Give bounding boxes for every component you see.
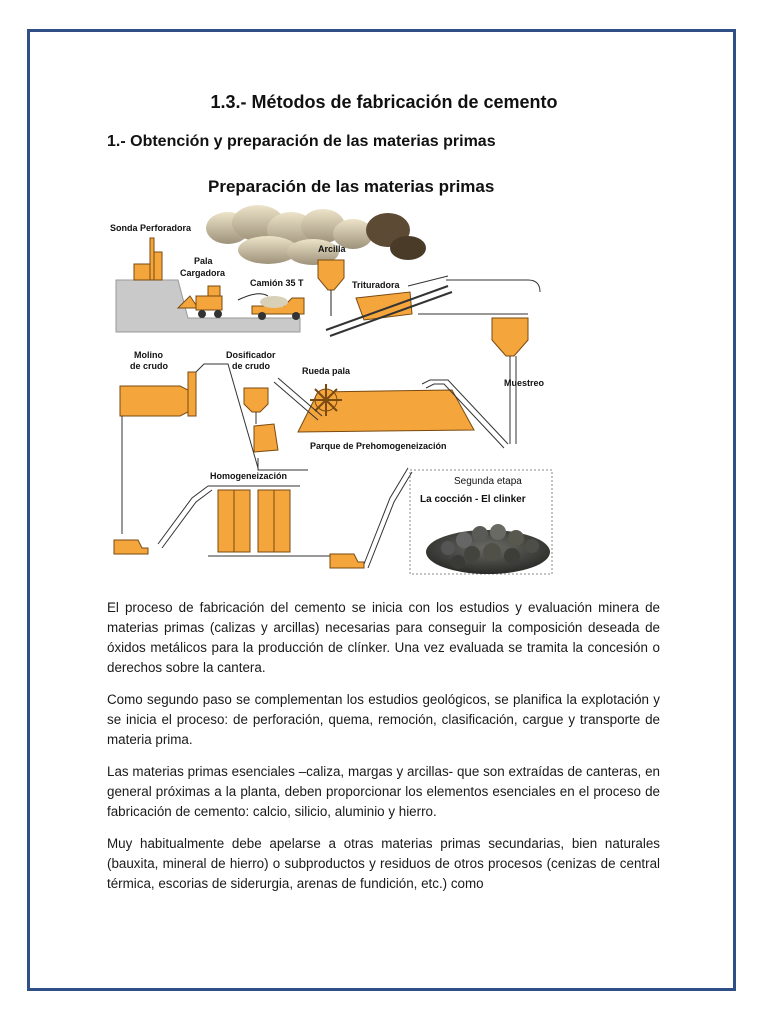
body-text: [107, 598, 660, 906]
process-diagram: [108, 168, 664, 580]
label-muestreo: Muestreo: [504, 378, 545, 388]
paragraph-1: El proceso de fabricación del cemento se inicia con los estudios y evaluación minera de materias primas (calizas y arcillas) necesarias para conseguir la composición deseada de óxidos metálicos para la producción de clínker. Una vez evaluada se tramita la concesión o derechos sobre la cantera.: [107, 600, 660, 675]
label-cargadora: Cargadora: [180, 268, 226, 278]
paragraph-2: Como segundo paso se complementan los estudios geológicos, se planifica la explotación y se inicia el proceso: de perforación, quema, remoción, clasificación, cargue y transporte de materia prima.: [107, 692, 660, 747]
label-sonda: Sonda Perforadora: [110, 223, 192, 233]
label-segunda: Segunda etapa: [454, 476, 522, 487]
label-coccion: La cocción - El clinker: [420, 494, 526, 505]
raw-feeder-icon: [244, 388, 308, 470]
label-dosif-2: de crudo: [232, 361, 271, 371]
label-parque: Parque de Prehomogeneización: [310, 441, 447, 451]
clay-hopper-icon: [318, 260, 344, 316]
label-pala: Pala: [194, 256, 213, 266]
label-trituradora: Trituradora: [352, 280, 400, 290]
label-homog: Homogeneización: [210, 471, 288, 481]
paragraph-3: Las materias primas esenciales –caliza, margas y arcillas- que son extraídas de canteras, en general próximas a la planta, deben proporcionar los elementos esenciales en el proceso de fabricación de cemento: calcio, silicio, aluminio y hierro.: [107, 764, 660, 819]
page-title: 1.3.- Métodos de fabricación de cemento: [210, 92, 558, 112]
label-molino-2: de crudo: [130, 361, 169, 371]
drill-rig-icon: [134, 238, 162, 280]
clinker-pile-image: [426, 524, 550, 574]
label-molino-1: Molino: [134, 350, 163, 360]
paragraph-4: Muy habitualmente debe apelarse a otras materias primas secundarias, bien naturales (bauxita, mineral de hierro) o subproductos y residuos de otros procesos (cenizas de central térmica, escorias de siderurgia, arenas de fundición, etc.) como: [107, 836, 660, 891]
banner-title: Preparación de las materias primas: [208, 177, 495, 196]
rock-pile-image: [206, 205, 426, 265]
homogenization-silos-icon: [158, 486, 338, 556]
label-rueda: Rueda pala: [302, 366, 351, 376]
truck-icon: [252, 296, 304, 320]
label-camion: Camión 35 T: [250, 278, 304, 288]
section-title: 1.- Obtención y preparación de las materias primas: [107, 133, 496, 150]
label-dosif-1: Dosificador: [226, 350, 276, 360]
label-arcilla: Arcilla: [318, 244, 346, 254]
